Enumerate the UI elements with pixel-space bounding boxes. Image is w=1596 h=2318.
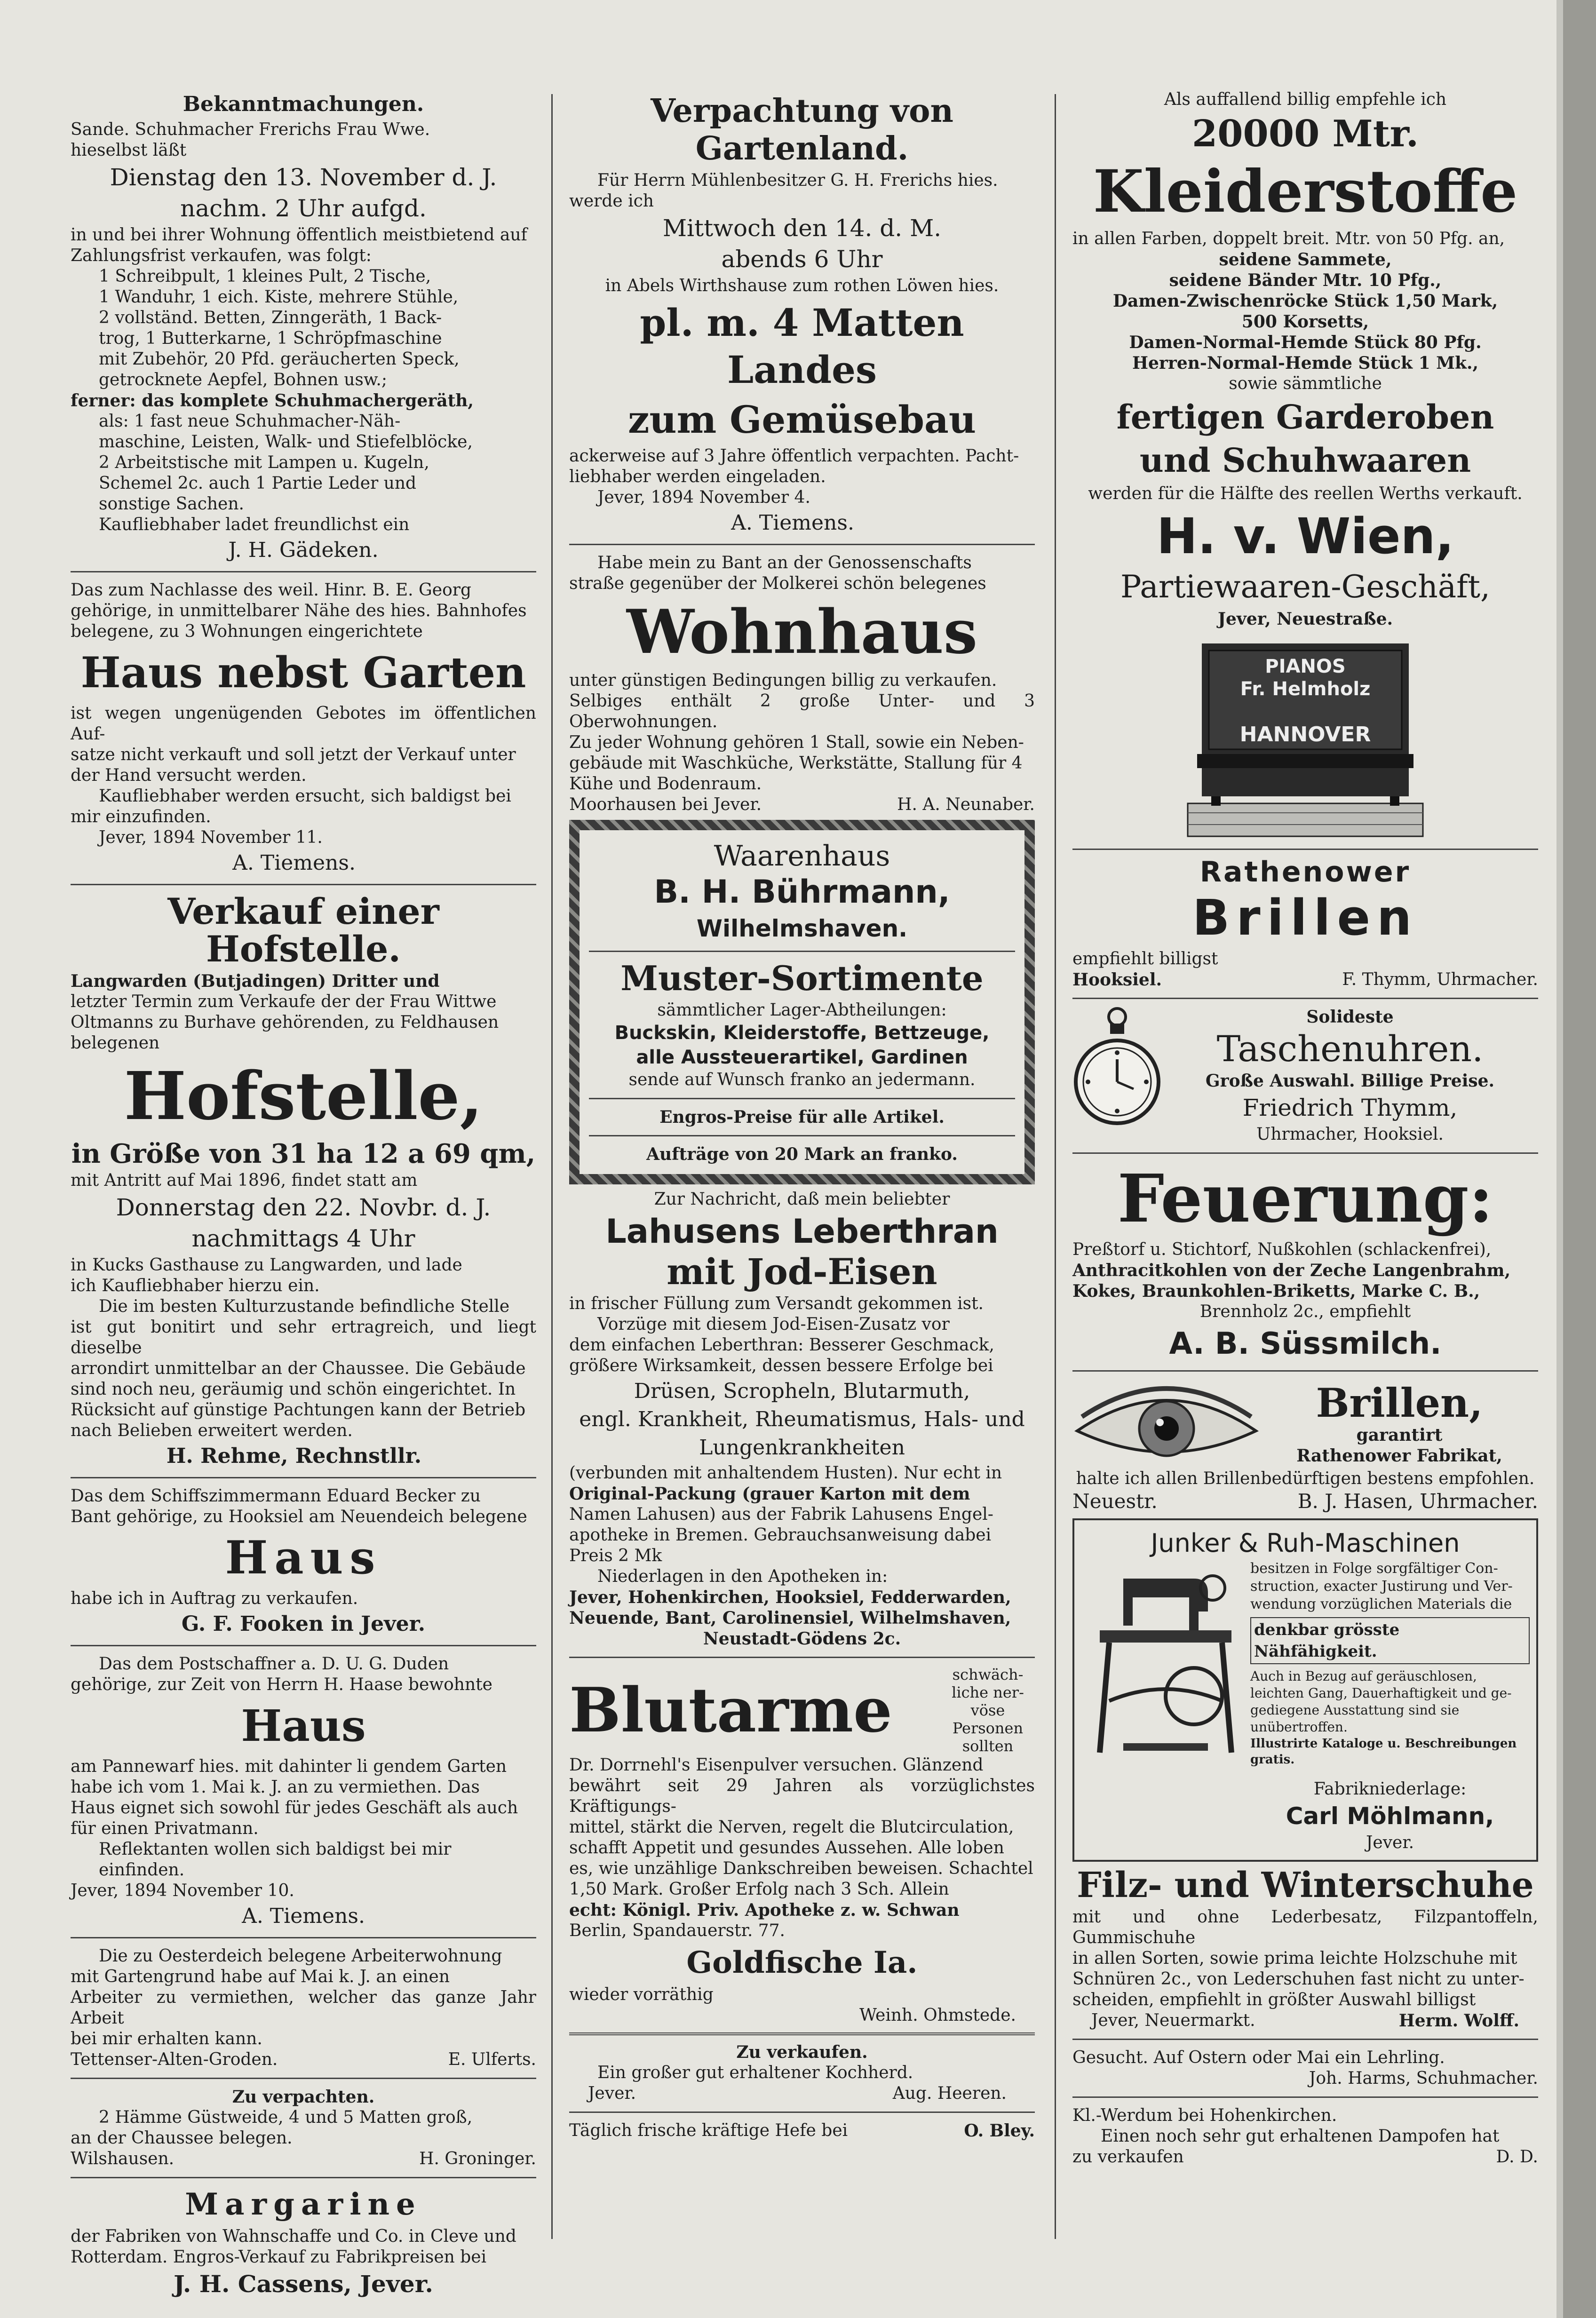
- text-line: gehörige, zur Zeit von Herrn H. Haase bewohnte: [71, 1675, 492, 1694]
- text-line: für einen Privatmann.: [71, 1819, 259, 1838]
- ad-hofstelle: [71, 890, 536, 1469]
- text-line: liebhaber werden eingeladen.: [569, 467, 826, 486]
- ad-title: Lahusens Leberthran: [605, 1212, 999, 1251]
- text-line: an der Chaussee belegen.: [71, 2128, 293, 2148]
- text-line: Kaufliebhaber werden ersucht, sich baldigst bei: [99, 786, 511, 806]
- text-line: in und bei ihrer Wohnung öffentlich meistbietend auf: [71, 225, 527, 245]
- divider: [71, 2078, 536, 2079]
- ad-leberthran: [569, 1189, 1035, 1649]
- place: Hooksiel.: [1072, 970, 1162, 990]
- text-line: echt: Königl. Priv. Apotheke z. w. Schwan: [569, 1900, 960, 1920]
- big-line: Drüsen, Scropheln, Blutarmuth,: [634, 1379, 970, 1403]
- text-line: Neustadt-Gödens 2c.: [703, 1629, 901, 1649]
- text-line: dem einfachen Leberthran: Besserer Geschmack,: [569, 1335, 994, 1355]
- text-line: Große Auswahl. Billige Preise.: [1205, 1071, 1495, 1091]
- column-middle: [569, 89, 1035, 2262]
- ad-zu-verpachten: [71, 2087, 536, 2169]
- text-line: ackerweise auf 3 Jahre öffentlich verpachten. Pacht-: [569, 446, 1019, 466]
- text-line: Das zum Nachlasse des weil. Hinr. B. E. Georg: [71, 580, 471, 600]
- text-line: struction, exacter Justirung und Ver-: [1250, 1578, 1513, 1595]
- text-line: (verbunden mit anhaltendem Husten). Nur echt in: [569, 1463, 1002, 1483]
- text-line: bewährt seit 29 Jahren als vorzüglichstes Kräftigungs-: [569, 1776, 1035, 1816]
- signature: A. B. Süssmilch.: [1169, 1326, 1442, 1361]
- ad-title: Zu verkaufen.: [736, 2042, 868, 2062]
- divider: [1072, 2096, 1538, 2098]
- text-line: ist wegen ungenügenden Gebotes im öffentlichen Auf-: [71, 704, 536, 744]
- divider: [1072, 998, 1538, 999]
- text-line: in Abels Wirthshause zum rothen Löwen hies.: [605, 276, 999, 295]
- text-line: es, wie unzählige Dankschreiben beweisen. Schachtel: [569, 1859, 1033, 1878]
- text-line: 2 Hämme Güstweide, 4 und 5 Matten groß,: [99, 2108, 473, 2127]
- text-line: seidene Sammete,: [1219, 250, 1392, 270]
- place: Jever, Neuermarkt.: [1091, 2011, 1255, 2030]
- box-line: Muster-Sortimente: [620, 958, 984, 998]
- text-line: hieselbst läßt: [71, 141, 187, 160]
- text-line: mit Antritt auf Mai 1896, findet statt am: [71, 1171, 418, 1190]
- ad-title: 20000 Mtr.: [1192, 112, 1419, 155]
- text-line: als: 1 fast neue Schuhmacher-Näh-: [99, 412, 401, 431]
- column-right: [1072, 89, 1538, 2262]
- text-line: Jever, 1894 November 11.: [99, 828, 323, 847]
- signature: Weinh. Ohmstede.: [859, 2006, 1016, 2025]
- text-line: in frischer Füllung zum Versandt gekommen ist.: [569, 1294, 984, 1313]
- text-line: satze nicht verkauft und soll jetzt der Verkauf unter: [71, 745, 516, 764]
- text-line: Habe mein zu Bant an der Genossenschafts: [597, 553, 972, 572]
- text-line: Illustrirte Kataloge u. Beschreibungen gratis.: [1250, 1737, 1517, 1767]
- divider: [1072, 849, 1538, 850]
- text-line: Jever, 1894 November 10.: [71, 1881, 294, 1900]
- box-line: Wilhelmshaven.: [696, 915, 908, 942]
- ad-gartenland: [569, 92, 1035, 536]
- scan-edge: [1563, 0, 1596, 2318]
- text-line: Jever.: [1366, 1833, 1414, 1852]
- ad-big-line: und Schuhwaaren: [1139, 441, 1471, 480]
- ad-title: Goldfische Ia.: [686, 1945, 918, 1980]
- piano-icon: [1183, 634, 1428, 841]
- ad-bekanntmachungen: [71, 91, 536, 564]
- text-line: Kokes, Braunkohlen-Briketts, Marke C. B.,: [1072, 1281, 1480, 1301]
- date-line: Mittwoch den 14. d. M.: [662, 214, 942, 242]
- text-line: wieder vorräthig: [569, 1985, 714, 2004]
- text-line: letzter Termin zum Verkaufe der der Frau Wittwe: [71, 992, 497, 1011]
- text-line: straße gegenüber der Molkerei schön belegenes: [569, 574, 986, 593]
- divider: [1072, 1152, 1538, 1154]
- text-line: Für Herrn Mühlenbesitzer G. H. Frerichs hies.: [597, 171, 998, 190]
- ad-wohnhaus: [569, 553, 1035, 815]
- text-line: Gesucht. Auf Ostern oder Mai ein Lehrling.: [1072, 2048, 1445, 2067]
- text-line: Brennholz 2c., empfiehlt: [1199, 1302, 1411, 1321]
- ad-big-line: fertigen Garderoben: [1116, 397, 1494, 437]
- text-line: schwäch-: [952, 1666, 1024, 1683]
- text-line: Arbeiter zu vermiethen, welcher das ganze Jahr Arbeit: [71, 1988, 536, 2028]
- ad-blutarme: [569, 1666, 1035, 1941]
- ad-winterschuhe: [1072, 1866, 1538, 2031]
- text-line: Niederlagen in den Apotheken in:: [597, 1567, 888, 1586]
- ad-feuerung: [1072, 1161, 1538, 1363]
- divider: [71, 571, 536, 572]
- ad-title: mit Jod-Eisen: [667, 1251, 937, 1293]
- ad-title: Blutarme: [569, 1674, 892, 1746]
- ad-dampofen: [1072, 2105, 1538, 2167]
- ad-title: Haus nebst Garten: [80, 648, 526, 698]
- text-line: Langwarden (Butjadingen) Dritter und: [71, 971, 440, 991]
- signature: G. F. Fooken in Jever.: [181, 1612, 426, 1636]
- text-line: gebäude mit Waschküche, Werkstätte, Stallung für 4: [569, 754, 1023, 773]
- text-line: Damen-Zwischenröcke Stück 1,50 Mark,: [1112, 291, 1498, 311]
- box-line: Buckskin, Kleiderstoffe, Bettzeuge,: [614, 1022, 990, 1044]
- big-line: Lungenkrankheiten: [699, 1436, 905, 1460]
- text-line: Preis 2 Mk: [569, 1546, 662, 1565]
- text-line: Zur Nachricht, daß mein beliebter: [654, 1190, 950, 1209]
- text-line: sonstige Sachen.: [99, 494, 244, 514]
- ad-firm: Partiewaaren-Geschäft,: [1120, 569, 1491, 605]
- text-line: unter günstigen Bedingungen billig zu verkaufen.: [569, 671, 997, 690]
- text-line: mittel, stärkt die Nerven, regelt die Blutcirculation,: [569, 1818, 1014, 1837]
- text-line: 2 vollständ. Betten, Zinngeräth, 1 Back-: [99, 308, 442, 327]
- ad-taschenuhren: [1072, 1007, 1538, 1145]
- text-line: Täglich frische kräftige Hefe bei: [569, 2121, 848, 2140]
- text-line: nach Belieben erweitert werden.: [71, 1421, 353, 1440]
- ad-big-line: zum Gemüsebau: [628, 397, 976, 442]
- divider: [589, 1135, 1015, 1136]
- text-line: leichten Gang, Dauerhaftigkeit und ge-: [1250, 1685, 1512, 1701]
- date-line: Donnerstag den 22. Novbr. d. J.: [116, 1194, 491, 1221]
- text-line: seidene Bänder Mtr. 10 Pfg.,: [1169, 270, 1442, 290]
- text-line: garantirt: [1356, 1425, 1443, 1445]
- signature: A. Tiemens.: [232, 851, 356, 875]
- text-line: Die im besten Kulturzustande befindliche Stelle: [99, 1297, 510, 1316]
- text-line: gediegene Ausstattung sind sie unübertroffen.: [1250, 1702, 1460, 1735]
- text-line: Rotterdam. Engros-Verkauf zu Fabrikpreisen bei: [71, 2247, 487, 2267]
- text-line: arrondirt unmittelbar an der Chaussee. Die Gebäude: [71, 1359, 526, 1378]
- text-line: getrocknete Aepfel, Bohnen usw.;: [99, 370, 387, 389]
- box-line: B. H. Bührmann,: [654, 873, 950, 911]
- ad-kleiderstoffe: [1072, 89, 1538, 629]
- text-line: habe ich vom 1. Mai k. J. an zu vermiethen. Das: [71, 1778, 480, 1797]
- box-line: Engros-Preise für alle Artikel.: [659, 1107, 945, 1127]
- text-line: mit Zubehör, 20 Pfd. geräucherten Speck,: [99, 349, 460, 369]
- text-line: werden für die Hälfte des reellen Werths verkauft.: [1088, 484, 1523, 503]
- divider: [71, 1937, 536, 1938]
- ad-waarenhaus-box: [569, 820, 1035, 1184]
- text-line: empfiehlt billigst: [1072, 949, 1218, 968]
- text-line: größere Wirksamkeit, dessen bessere Erfolge bei: [569, 1356, 993, 1375]
- ad-title: Haus: [225, 1531, 382, 1584]
- text-line: sowie sämmtliche: [1229, 374, 1382, 393]
- ad-kochherd: [569, 2042, 1035, 2104]
- text-line: Reflektanten wollen sich baldigst bei mir einfinden.: [99, 1840, 452, 1880]
- address: Jever, Neuestraße.: [1217, 609, 1393, 629]
- text-line: Herren-Normal-Hemde Stück 1 Mk.,: [1132, 353, 1479, 373]
- text-line: der Fabriken von Wahnschaffe und Co. in Cleve und: [71, 2227, 516, 2246]
- ad-rathenower-brillen: [1072, 857, 1538, 990]
- box-line: alle Aussteuerartikel, Gardinen: [636, 1047, 968, 1068]
- text-line: Kühe und Bodenraum.: [569, 774, 762, 794]
- ad-arbeiterwohnung: [71, 1946, 536, 2070]
- text-line: ist gut bonitirt und sehr ertragreich, und liegt dieselbe: [71, 1318, 536, 1357]
- signature: O. Bley.: [964, 2121, 1035, 2141]
- time-line: nachm. 2 Uhr aufgd.: [180, 195, 427, 222]
- time-line: abends 6 Uhr: [721, 246, 883, 273]
- ad-haus-nebst-garten: [71, 580, 536, 876]
- ad-title: Haus: [241, 1700, 366, 1751]
- ad-big-title: Feuerung:: [1117, 1160, 1493, 1238]
- text-line: habe ich in Auftrag zu verkaufen.: [71, 1589, 358, 1608]
- signature: Joh. Harms, Schuhmacher.: [1309, 2069, 1538, 2088]
- text-line: Als auffallend billig empfehle ich: [1164, 90, 1447, 109]
- ad-haus-pannewarf: [71, 1654, 536, 1929]
- divider: [589, 1098, 1015, 1099]
- ad-brillen-garantirt: [1072, 1379, 1538, 1514]
- ad-name: Friedrich Thymm,: [1242, 1094, 1458, 1121]
- column-left: [71, 89, 536, 2298]
- text-line: Dr. Dorrnehl's Eisenpulver versuchen. Glänzend: [569, 1755, 984, 1775]
- ad-title: Verkauf einer Hofstelle.: [167, 890, 439, 970]
- text-line: Oltmanns zu Burhave gehörenden, zu Feldhausen: [71, 1013, 499, 1032]
- text-line: maschine, Leisten, Walk- und Stiefelblöcke,: [99, 432, 473, 452]
- place: Wilshausen.: [71, 2149, 175, 2168]
- ad-big-title: Hofstelle,: [124, 1058, 483, 1135]
- text-line: Ein großer gut erhaltener Kochherd.: [597, 2063, 913, 2082]
- ad-title: Verpachtung von Gartenland.: [651, 92, 953, 167]
- signature: A. Tiemens.: [731, 511, 854, 535]
- date-line: Dienstag den 13. November d. J.: [110, 164, 497, 191]
- text-line: in allen Sorten, sowie prima leichte Holzschuhe mit: [1072, 1949, 1517, 1968]
- eye-icon: [1072, 1379, 1261, 1469]
- ad-goldfische: [569, 1944, 1035, 2026]
- ad-big-title: Kleiderstoffe: [1093, 158, 1518, 226]
- text-line: denkbar grösste Nähfähigkeit.: [1250, 1617, 1530, 1664]
- text-line: Original-Packung (grauer Karton mit dem: [569, 1484, 970, 1504]
- text-line: Rücksicht auf günstige Pachtungen kann der Betrieb: [71, 1400, 526, 1420]
- text-line: Fabrikniederlage:: [1313, 1779, 1467, 1799]
- text-line: Berlin, Spandauerstr. 77.: [569, 1921, 785, 1940]
- ad-haus-bant: [71, 1486, 536, 1637]
- ad-title: Margarine: [185, 2187, 422, 2222]
- divider: [569, 2112, 1035, 2113]
- signature: F. Thymm, Uhrmacher.: [1342, 970, 1538, 989]
- signature: Herm. Wolff.: [1398, 2011, 1519, 2031]
- text-line: Namen Lahusen) aus der Fabrik Lahusens Engel-: [569, 1505, 993, 1524]
- divider: [569, 2032, 1035, 2035]
- text-line: Das dem Schiffszimmermann Eduard Becker zu: [71, 1486, 481, 1506]
- pocket-watch-icon: [1072, 1007, 1162, 1138]
- text-line: Anthracitkohlen von der Zeche Langenbrahm,: [1072, 1261, 1511, 1280]
- text-line: schafft Appetit und gesundes Aussehen. Alle loben: [569, 1838, 1004, 1858]
- text-line: Kaufliebhaber ladet freundlichst ein: [99, 515, 410, 534]
- text-line: belegene, zu 3 Wohnungen eingerichtete: [71, 622, 423, 641]
- text-line: besitzen in Folge sorgfältiger Con-: [1250, 1560, 1498, 1577]
- size-line: in Größe von 31 ha 12 a 69 qm,: [71, 1138, 536, 1169]
- text-line: scheiden, empfiehlt in größter Auswahl billigst: [1072, 1990, 1476, 2009]
- scan-edge-shadow: [1556, 0, 1563, 2318]
- ad-margarine: [71, 2186, 536, 2299]
- text-line: Einen noch sehr gut erhaltenen Dampofen hat: [1101, 2127, 1500, 2146]
- divider: [569, 544, 1035, 545]
- text-line: wendung vorzüglichen Materials die: [1250, 1596, 1512, 1612]
- text-line: in Kucks Gasthause zu Langwarden, und lade: [71, 1255, 462, 1275]
- text-line: mit Gartengrund habe auf Mai k. J. an einen: [71, 1967, 450, 1986]
- text-line: Die zu Oesterdeich belegene Arbeiterwohnung: [99, 1946, 502, 1966]
- text-line: 1 Wanduhr, 1 eich. Kiste, mehrere Stühle,: [99, 287, 459, 307]
- ad-title: Junker & Ruh-Maschinen: [1151, 1528, 1460, 1558]
- divider: [569, 1657, 1035, 1658]
- ad-title: Brillen,: [1316, 1380, 1483, 1426]
- place: Neuestr.: [1072, 1490, 1158, 1513]
- signature: E. Ulferts.: [448, 2050, 536, 2069]
- text-line: Jever, Hohenkirchen, Hooksiel, Fedderwarden,: [569, 1588, 1011, 1607]
- text-line: mit und ohne Lederbesatz, Filzpantoffeln, Gummischuhe: [1072, 1907, 1538, 1947]
- ad-title: Taschenuhren.: [1216, 1028, 1484, 1070]
- text-line: Solideste: [1306, 1007, 1394, 1027]
- text-line: gehörige, in unmittelbarer Nähe des hies. Bahnhofes: [71, 601, 527, 620]
- text-line: 2 Arbeitstische mit Lampen u. Kugeln,: [99, 453, 429, 472]
- signature: H. Groninger.: [419, 2149, 536, 2168]
- text-line: Preßtorf u. Stichtorf, Nußkohlen (schlackenfrei),: [1072, 1240, 1492, 1259]
- signature: J. H. Gädeken.: [228, 538, 379, 562]
- text-line: Zahlungsfrist verkaufen, was folgt:: [71, 246, 372, 265]
- ad-title: Rathenower: [1199, 856, 1411, 889]
- piano-label: PIANOS: [1265, 656, 1346, 677]
- text-line: 1,50 Mark. Großer Erfolg nach 3 Sch. Allein: [569, 1880, 949, 1899]
- text-line: werde ich: [569, 191, 654, 211]
- text-line: bei mir erhalten kann.: [71, 2029, 262, 2048]
- ad-big-line: pl. m. 4 Matten Landes: [640, 301, 964, 392]
- text-line: 1 Schreibpult, 1 kleines Pult, 2 Tische,: [99, 267, 431, 286]
- text-line: Uhrmacher, Hooksiel.: [1256, 1125, 1444, 1144]
- text-line: Auch in Bezug auf geräuschlosen,: [1250, 1668, 1477, 1684]
- divider: [71, 884, 536, 885]
- divider: [1072, 1370, 1538, 1372]
- text-line: vöse Personen: [952, 1701, 1024, 1737]
- text-line: am Pannewarf hies. mit dahinter li gendem Garten: [71, 1757, 507, 1776]
- text-line: sind noch neu, geräumig und schön eingerichtet. In: [71, 1380, 516, 1399]
- text-line: belegenen: [71, 1033, 160, 1053]
- ad-name: Carl Möhlmann,: [1286, 1802, 1494, 1830]
- column-rule: [551, 94, 553, 2239]
- divider: [71, 2177, 536, 2178]
- divider: [589, 951, 1015, 952]
- text-line: Schnüren 2c., von Lederschuhen fast nicht zu unter-: [1072, 1969, 1525, 1989]
- text-line: Rathenower Fabrikat,: [1296, 1446, 1502, 1466]
- big-line: engl. Krankheit, Rheumatismus, Hals- und: [579, 1407, 1025, 1431]
- divider: [71, 1477, 536, 1478]
- text-line: Sande. Schuhmacher Frerichs Frau Wwe.: [71, 120, 430, 139]
- text-line: trog, 1 Butterkarne, 1 Schröpfmaschine: [99, 329, 442, 348]
- text-line: Vorzüge mit diesem Jod-Eisen-Zusatz vor: [597, 1315, 950, 1334]
- ad-title: Filz- und Winterschuhe: [1077, 1865, 1534, 1905]
- ad-hefe: [569, 2120, 1035, 2141]
- text-line: apotheke in Bremen. Gebrauchsanweisung dabei: [569, 1525, 992, 1545]
- text-line: sollten: [962, 1737, 1014, 1755]
- text-line: in allen Farben, doppelt breit. Mtr. von 50 Pfg. an,: [1072, 229, 1505, 248]
- ad-title: Wohnhaus: [627, 597, 977, 667]
- ad-title: Bekanntmachungen.: [183, 92, 424, 116]
- text-line: ferner: das komplete Schuhmachergeräth,: [71, 391, 474, 411]
- box-line: Aufträge von 20 Mark an franko.: [646, 1144, 958, 1164]
- place: Moorhausen bei Jever.: [569, 795, 762, 814]
- place: Jever.: [588, 2084, 636, 2103]
- text-line: der Hand versucht werden.: [71, 766, 307, 785]
- place: Tettenser-Alten-Groden.: [71, 2050, 278, 2069]
- divider: [71, 1645, 536, 1646]
- text-line: Jever, 1894 November 4.: [597, 488, 810, 507]
- signature: B. J. Hasen, Uhrmacher.: [1297, 1490, 1538, 1513]
- signature: Aug. Heeren.: [892, 2084, 1007, 2103]
- text-line: Kl.-Werdum bei Hohenkirchen.: [1072, 2106, 1337, 2125]
- text-line: Haus eignet sich sowohl für jedes Geschäft als auch: [71, 1798, 518, 1818]
- signature: D. D.: [1496, 2147, 1538, 2167]
- ad-lehrling: [1072, 2048, 1538, 2089]
- text-line: Zu jeder Wohnung gehören 1 Stall, sowie ein Neben-: [569, 733, 1024, 752]
- ad-junker-ruh: [1072, 1518, 1538, 1862]
- signature: A. Tiemens.: [242, 1904, 365, 1928]
- signature: H. Rehme, Rechnstllr.: [166, 1444, 422, 1468]
- text-line: mir einzufinden.: [71, 807, 211, 826]
- column-rule: [1055, 94, 1056, 2239]
- text-line: Neuende, Bant, Carolinensiel, Wilhelmshaven,: [569, 1608, 1011, 1628]
- signature: H. A. Neunaber.: [897, 795, 1035, 814]
- text-line: zu verkaufen: [1072, 2147, 1184, 2167]
- ad-big-title: Brillen: [1192, 889, 1419, 946]
- text-line: liche ner-: [952, 1683, 1024, 1701]
- text-line: Bant gehörige, zu Hooksiel am Neuendeich belegene: [71, 1507, 527, 1526]
- text-line: Selbiges enthält 2 große Unter- und 3 Oberwohnungen.: [569, 691, 1035, 731]
- piano-illustration: [1072, 634, 1538, 841]
- text-line: 500 Korsetts,: [1241, 312, 1369, 332]
- ad-name: H. v. Wien,: [1156, 508, 1454, 565]
- text-line: halte ich allen Brillenbedürftigen bestens empfohlen.: [1076, 1469, 1535, 1488]
- sewing-machine-icon: [1081, 1560, 1250, 1757]
- time-line: nachmittags 4 Uhr: [191, 1225, 415, 1252]
- divider: [1072, 2039, 1538, 2040]
- text-line: Das dem Postschaffner a. D. U. G. Duden: [99, 1654, 449, 1674]
- piano-label: Fr. Helmholz: [1240, 678, 1371, 700]
- box-line: sämmtlicher Lager-Abtheilungen:: [657, 1000, 947, 1020]
- text-line: Schemel 2c. auch 1 Partie Leder und: [99, 474, 417, 493]
- box-line: Waarenhaus: [714, 840, 890, 873]
- text-line: ich Kaufliebhaber hierzu ein.: [71, 1276, 320, 1295]
- box-line: sende auf Wunsch franko an jedermann.: [628, 1070, 976, 1089]
- text-line: Damen-Normal-Hemde Stück 80 Pfg.: [1129, 333, 1482, 352]
- piano-label: HANNOVER: [1239, 722, 1371, 746]
- ad-title: Zu verpachten.: [232, 2087, 375, 2107]
- signature: J. H. Cassens, Jever.: [174, 2270, 433, 2298]
